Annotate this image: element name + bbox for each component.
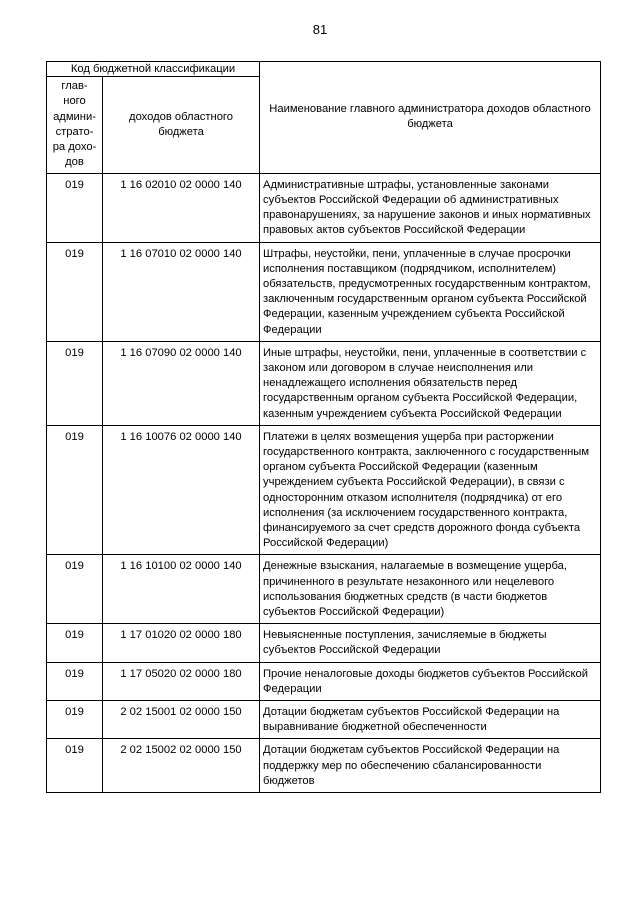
income-code-cell: 2 02 15002 02 0000 150 [103, 739, 260, 793]
admin-code-cell: 019 [47, 242, 103, 341]
income-code-cell: 1 16 10100 02 0000 140 [103, 555, 260, 624]
income-name-cell: Денежные взыскания, налагаемые в возмещение ущерба, причиненного в результате незаконного или нецелевого использования бюджетных средств (в части бюджетов субъектов Российской Федерации) [260, 555, 601, 624]
income-code-cell: 2 02 15001 02 0000 150 [103, 701, 260, 739]
table-row [47, 555, 601, 624]
income-name-cell: Платежи в целях возмещения ущерба при расторжении государственного контракта, заключенного с государственным органом субъекта Российской Федерации (казенным учреждением субъекта Российской Федерации), в связи с односторонним отказом исполнителя (подрядчика) от его исполнения (за исключением государственного контракта, финансируемого за счет средств дорожного фонда субъекта Российской Федерации) [260, 425, 601, 555]
header-admin-code [47, 77, 103, 174]
admin-code-cell: 019 [47, 173, 103, 242]
header-administrator-name: Наименование главного администратора доходов областного бюджета [260, 62, 601, 174]
admin-code-cell: 019 [47, 341, 103, 425]
header-admin-code-text: глав- ного админи- страто- ра дохо- дов [52, 80, 97, 169]
income-code-cell: 1 17 05020 02 0000 180 [103, 662, 260, 700]
admin-code-cell: 019 [47, 624, 103, 662]
income-name-cell: Дотации бюджетам субъектов Российской Федерации на выравнивание бюджетной обеспеченности [260, 701, 601, 739]
table-row [47, 425, 601, 555]
income-code-cell: 1 16 02010 02 0000 140 [103, 173, 260, 242]
income-code-cell: 1 16 07010 02 0000 140 [103, 242, 260, 341]
header-group-label: Код бюджетной классификации [47, 62, 260, 77]
income-name-cell: Прочие неналоговые доходы бюджетов субъектов Российской Федерации [260, 662, 601, 700]
admin-code-cell: 019 [47, 555, 103, 624]
table-row [47, 173, 601, 242]
table-row [47, 662, 601, 700]
table-body [47, 173, 601, 792]
header-income-code: доходов областного бюджета [103, 77, 260, 174]
income-code-cell: 1 17 01020 02 0000 180 [103, 624, 260, 662]
admin-code-cell: 019 [47, 425, 103, 555]
table-row [47, 739, 601, 793]
income-name-cell: Дотации бюджетам субъектов Российской Федерации на поддержку мер по обеспечению сбалансированности бюджетов [260, 739, 601, 793]
budget-classification-table [46, 61, 601, 793]
page-number: 81 [312, 22, 328, 37]
header-row-1 [47, 62, 601, 77]
table-row [47, 341, 601, 425]
income-name-cell: Невыясненные поступления, зачисляемые в бюджеты субъектов Российской Федерации [260, 624, 601, 662]
income-name-cell: Штрафы, неустойки, пени, уплаченные в случае просрочки исполнения поставщиком (подрядчиком, исполнителем) обязательств, предусмотренных государственным контрактом, заключенным государственным органом субъекта Российской Федерации, казенным учреждением субъекта Российской Федерации [260, 242, 601, 341]
table-row [47, 624, 601, 662]
admin-code-cell: 019 [47, 701, 103, 739]
table-row [47, 242, 601, 341]
income-code-cell: 1 16 10076 02 0000 140 [103, 425, 260, 555]
admin-code-cell: 019 [47, 739, 103, 793]
income-name-cell: Иные штрафы, неустойки, пени, уплаченные в соответствии с законом или договором в случае неисполнения или ненадлежащего исполнения обязательств перед государственным органом субъекта Российской Федерации, казенным учреждением субъекта Российской Федерации [260, 341, 601, 425]
income-name-cell: Административные штрафы, установленные законами субъектов Российской Федерации об административных правонарушениях, за нарушение законов и иных нормативных правовых актов субъектов Российской Федерации [260, 173, 601, 242]
table-row [47, 701, 601, 739]
admin-code-cell: 019 [47, 662, 103, 700]
income-code-cell: 1 16 07090 02 0000 140 [103, 341, 260, 425]
